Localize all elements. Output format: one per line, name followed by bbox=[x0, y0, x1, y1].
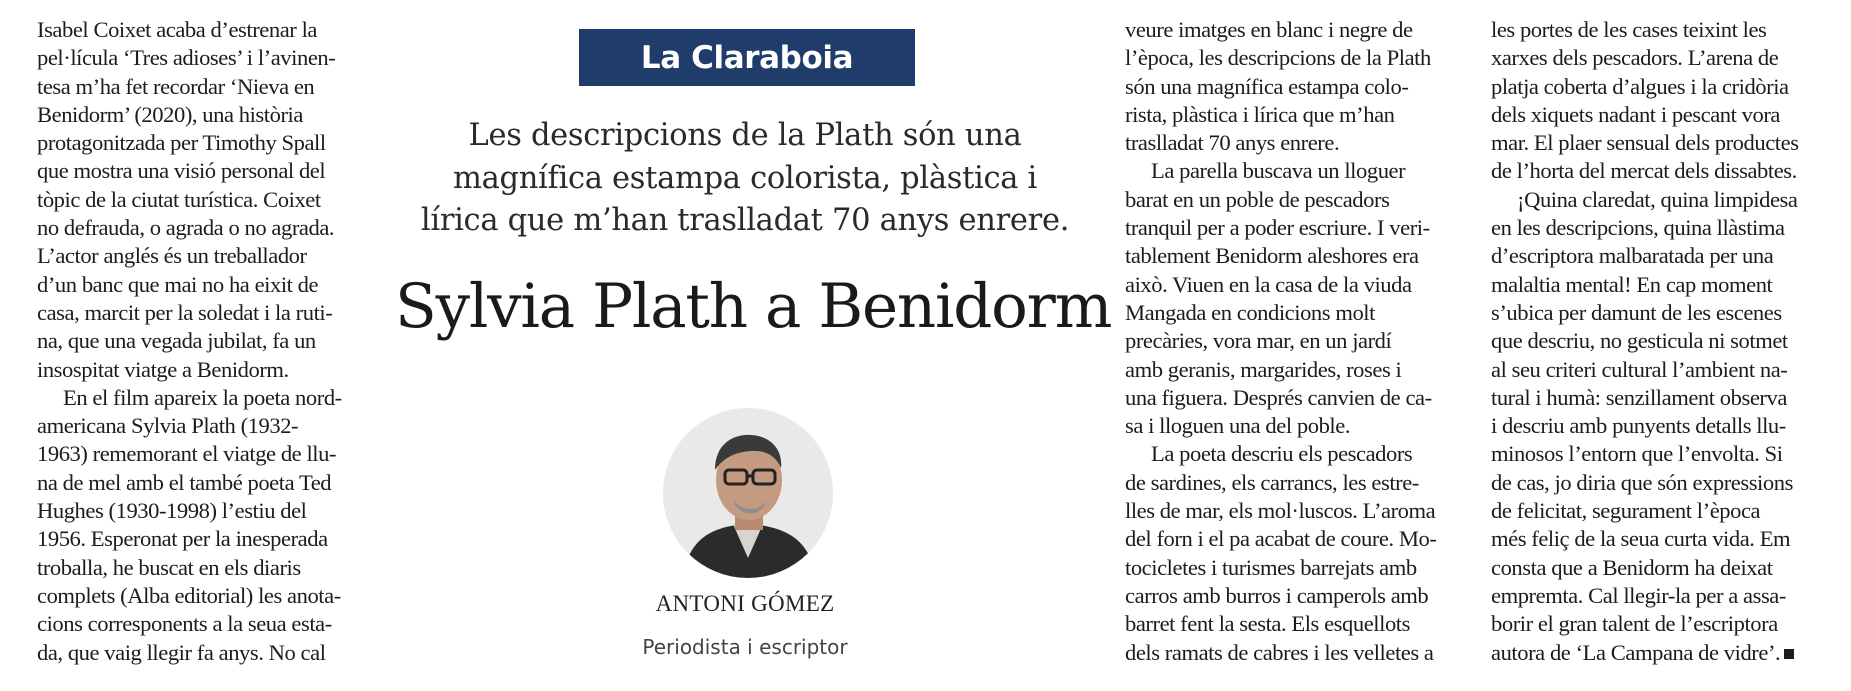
article-column-2 bbox=[1125, 16, 1436, 667]
body-text-line: amb geranis, margarides, roses i bbox=[1125, 356, 1402, 382]
body-text-line: borir el gran talent de l’escriptora bbox=[1491, 611, 1778, 637]
body-text-line: de cas, jo diria que són expressions bbox=[1491, 469, 1793, 495]
body-text-line: en les descripcions, quina llàstima bbox=[1491, 215, 1785, 241]
body-text-line: En el film apareix la poeta nord- bbox=[63, 384, 342, 410]
author-portrait-icon bbox=[663, 408, 833, 578]
body-text-line: protagonitzada per Timothy Spall bbox=[37, 130, 326, 156]
body-text-line: sa i lloguen una del poble. bbox=[1125, 413, 1351, 439]
body-text-line: La poeta descriu els pescadors bbox=[1151, 441, 1413, 467]
pull-quote-line: magnífica estampa colorista, plàstica i bbox=[452, 160, 1038, 196]
body-text-line: complets (Alba editorial) les anota- bbox=[37, 582, 341, 608]
body-text-line: pel·lícula ‘Tres adioses’ i l’avinen- bbox=[37, 45, 336, 71]
body-text-line: de l’horta del mercat dels dissabtes. bbox=[1491, 158, 1797, 184]
author-name: ANTONI GÓMEZ bbox=[655, 591, 835, 616]
body-text-line: troballa, he buscat en els diaris bbox=[37, 554, 301, 580]
body-text-line: cions corresponents a la seua esta- bbox=[37, 611, 332, 637]
body-text-line: no defrauda, o agrada o no agrada. bbox=[37, 215, 335, 241]
body-text-line: L’actor anglés és un treballador bbox=[37, 243, 307, 269]
body-text-line: més feliç de la seua curta vida. Em bbox=[1491, 526, 1791, 552]
body-text-line: minosos l’entorn que l’envolta. Si bbox=[1491, 441, 1783, 467]
body-text-line: de felicitat, segurament l’època bbox=[1491, 498, 1761, 524]
body-text-line: barret fent la sesta. Els esquellots bbox=[1125, 611, 1410, 637]
body-text-line: malaltia mental! En cap moment bbox=[1491, 271, 1773, 297]
body-text-line: na, que una vegada jubilat, fa un bbox=[37, 328, 316, 354]
pull-quote-line: Les descripcions de la Plath són una bbox=[468, 118, 1022, 153]
article-column-1 bbox=[37, 16, 342, 667]
end-of-article-icon bbox=[1784, 649, 1794, 659]
body-text-line: casa, marcit per la soledat i la ruti- bbox=[37, 299, 333, 325]
body-text-line: una figuera. Després canvien de ca- bbox=[1125, 384, 1432, 410]
body-text-line: mar. El plaer sensual dels productes bbox=[1491, 130, 1799, 156]
body-text-line: de sardines, els carrancs, les estre- bbox=[1125, 469, 1419, 495]
body-text-line: que descriu, no gesticula ni sotmet bbox=[1491, 328, 1788, 354]
pull-quote bbox=[395, 115, 1095, 243]
pull-quote-line: lírica que m’han traslladat 70 anys enrere. bbox=[420, 203, 1070, 238]
body-text-line: xarxes dels pescadors. L’arena de bbox=[1491, 45, 1779, 71]
body-text-line: dels xiquets nadant i pescant vora bbox=[1491, 101, 1780, 127]
body-text-line: que mostra una visió personal del bbox=[37, 158, 326, 184]
body-text-line: al seu criteri cultural l’ambient na- bbox=[1491, 356, 1788, 382]
body-text-line: carros amb burros i camperols amb bbox=[1125, 582, 1429, 608]
body-text-line: tural i humà: senzillament observa bbox=[1491, 384, 1787, 410]
body-text-line: i descriu amb punyents detalls llu- bbox=[1491, 413, 1786, 439]
section-label: La Claraboia bbox=[579, 29, 915, 86]
body-text-line: això. Viuen en la casa de la viuda bbox=[1125, 271, 1412, 297]
body-text-line: tòpic de la ciutat turística. Coixet bbox=[37, 186, 321, 212]
body-text-line: autora de ‘La Campana de vidre’. bbox=[1491, 639, 1799, 667]
body-text-line: 1956. Esperonat per la inesperada bbox=[37, 526, 328, 552]
body-text-line: Benidorm’ (2020), una història bbox=[37, 101, 303, 127]
body-text-line: lles de mar, els mol·luscos. L’aroma bbox=[1125, 498, 1436, 524]
body-text-line: veure imatges en blanc i negre de bbox=[1125, 17, 1413, 42]
body-text-line: empremta. Cal llegir-la per a assa- bbox=[1491, 582, 1786, 608]
body-text-line: s’ubica per damunt de les escenes bbox=[1491, 299, 1782, 325]
body-text-line: platja coberta d’algues i la cridòria bbox=[1491, 73, 1789, 99]
body-text-line: consta que a Benidorm ha deixat bbox=[1491, 554, 1773, 580]
body-text-line: Hughes (1930-1998) l’estiu del bbox=[37, 498, 307, 524]
body-text-line: ¡Quina claredat, quina limpidesa bbox=[1517, 186, 1798, 212]
body-text-line: traslladat 70 anys enrere. bbox=[1125, 130, 1340, 156]
body-text-line: dels ramats de cabres i les velletes a bbox=[1125, 639, 1434, 665]
body-text-line: Isabel Coixet acaba d’estrenar la bbox=[37, 17, 317, 42]
body-text-line: precàries, vora mar, en un jardí bbox=[1125, 328, 1392, 354]
body-text-line: d’un banc que mai no ha eixit de bbox=[37, 271, 319, 297]
body-text-line: són una magnífica estampa colo- bbox=[1125, 73, 1409, 99]
body-text-line: les portes de les cases teixint les bbox=[1491, 17, 1767, 42]
author-role: Periodista i escriptor bbox=[642, 635, 848, 659]
body-text-line: del forn i el pa acabat de coure. Mo- bbox=[1125, 526, 1437, 552]
headline: Sylvia Plath a Benidorm bbox=[395, 271, 1112, 342]
body-text-line: l’època, les descripcions de la Plath bbox=[1125, 45, 1431, 71]
body-text-line: rista, plàstica i lírica que m’han bbox=[1125, 101, 1395, 127]
body-text-line: na de mel amb el també poeta Ted bbox=[37, 469, 332, 495]
body-text-line: tablement Benidorm aleshores era bbox=[1125, 243, 1419, 269]
body-text-line: barat en un poble de pescadors bbox=[1125, 186, 1390, 212]
body-text-line: tesa m’ha fet recordar ‘Nieva en bbox=[37, 73, 315, 99]
article-column-3 bbox=[1491, 16, 1799, 667]
article-header bbox=[395, 0, 1112, 691]
body-text-line: insospitat viatge a Benidorm. bbox=[37, 356, 289, 382]
body-text-line: d’escriptora malbaratada per una bbox=[1491, 243, 1774, 269]
body-text-line: Mangada en condicions molt bbox=[1125, 299, 1375, 325]
body-text-line: da, que vaig llegir fa anys. No cal bbox=[37, 639, 326, 665]
body-text-line: tranquil per a poder escriure. I veri- bbox=[1125, 215, 1430, 241]
body-text-line: tocicletes i turismes barrejats amb bbox=[1125, 554, 1417, 580]
body-text-line: americana Sylvia Plath (1932- bbox=[37, 413, 299, 439]
body-text-line: 1963) rememorant el viatge de llu- bbox=[37, 441, 337, 467]
body-text-line: La parella buscava un lloguer bbox=[1151, 158, 1406, 184]
author-avatar bbox=[663, 408, 833, 578]
